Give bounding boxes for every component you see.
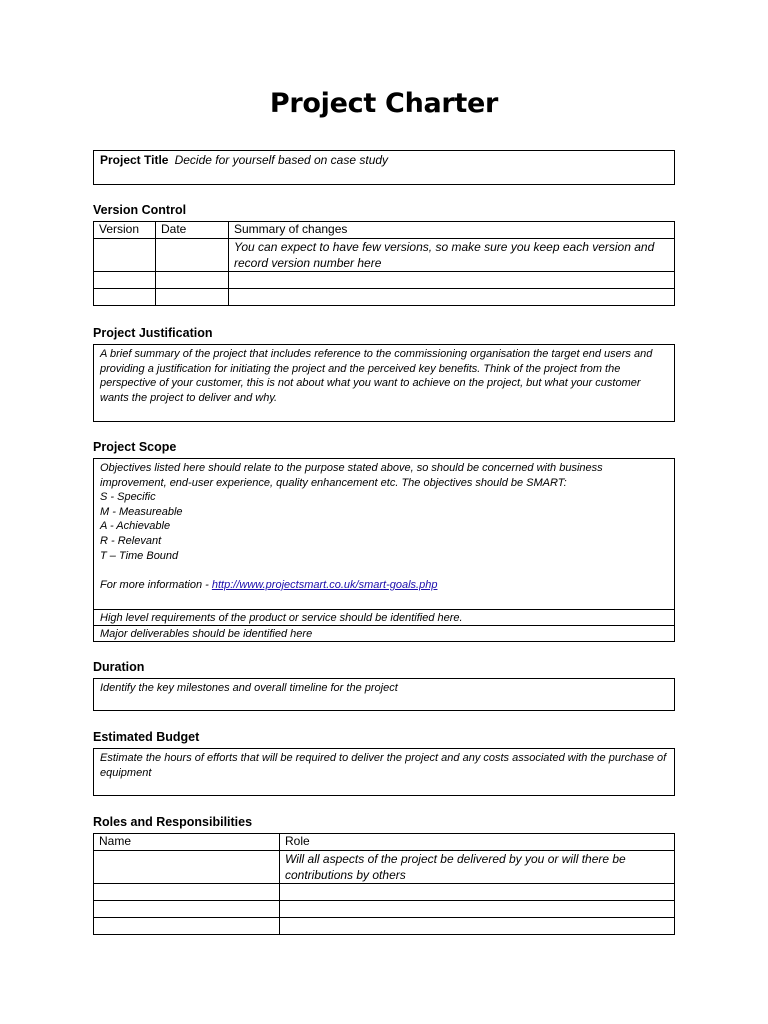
- scope-requirements: High level requirements of the product or service should be identified here.: [100, 612, 463, 624]
- table-cell: [94, 851, 280, 884]
- roles-note: Will all aspects of the project be delivered by you or will there be contributions by others: [280, 851, 675, 884]
- scope-requirements-box: [93, 609, 675, 626]
- table-cell: [229, 272, 675, 289]
- column-header-version: Version: [94, 222, 156, 239]
- budget-heading: Estimated Budget: [93, 730, 200, 744]
- project-title-box: [93, 150, 675, 185]
- table-row: [94, 901, 675, 918]
- duration-heading: Duration: [93, 660, 145, 674]
- table-row: [94, 851, 675, 884]
- justification-text: A brief summary of the project that includes reference to the commissioning organisation the target end users and providing a justification for initiating the project and the perceived key benefits. Think of the project from the perspective of your customer, this is not about what you want to achieve on the project, but what your customer wants the project to deliver and why.: [100, 348, 653, 404]
- more-info-label: For more information -: [100, 578, 212, 591]
- table-cell: [156, 272, 229, 289]
- version-note: You can expect to have few versions, so make sure you keep each version and record version number here: [229, 239, 675, 272]
- table-cell: [94, 918, 280, 935]
- scope-heading: Project Scope: [93, 440, 177, 454]
- smart-item-t: T – Time Bound: [100, 549, 179, 562]
- smart-item-m: M - Measureable: [100, 505, 183, 518]
- table-row: [94, 884, 675, 901]
- smart-goals-link[interactable]: http://www.projectsmart.co.uk/smart-goals.php: [211, 578, 438, 591]
- budget-box: [93, 748, 675, 796]
- table-cell: [94, 289, 156, 306]
- scope-objectives-box: [93, 458, 675, 610]
- budget-text: Estimate the hours of efforts that will be required to deliver the project and any costs associated with the purchase of equipment: [100, 752, 667, 779]
- version-control-heading: Version Control: [93, 203, 187, 217]
- column-header-name: Name: [94, 834, 280, 851]
- table-row: [94, 289, 675, 306]
- table-header-row: [94, 834, 675, 851]
- roles-heading: Roles and Responsibilities: [93, 815, 253, 829]
- smart-item-r: R - Relevant: [100, 534, 162, 547]
- table-cell: [94, 272, 156, 289]
- column-header-summary: Summary of changes: [229, 222, 675, 239]
- justification-heading: Project Justification: [93, 326, 213, 340]
- table-row: [94, 918, 675, 935]
- table-cell: [94, 239, 156, 272]
- table-cell: [156, 289, 229, 306]
- scope-intro: Objectives listed here should relate to the purpose stated above, so should be concerned with business improvement, end-user experience, quality enhancement etc. The objectives should be SMART:: [100, 462, 603, 489]
- project-title-label: Project Title: [100, 153, 169, 167]
- table-cell: [94, 901, 280, 918]
- table-cell: [94, 884, 280, 901]
- table-header-row: [94, 222, 675, 239]
- table-row: [94, 239, 675, 272]
- more-info-line: [100, 578, 668, 593]
- table-cell: [280, 918, 675, 935]
- roles-table: [93, 833, 675, 935]
- scope-deliverables-box: [93, 625, 675, 642]
- table-cell: [156, 239, 229, 272]
- duration-box: [93, 678, 675, 711]
- page-title: Project Charter: [269, 88, 499, 119]
- smart-item-a: A - Achievable: [100, 520, 171, 533]
- duration-text: Identify the key milestones and overall timeline for the project: [100, 682, 398, 694]
- project-title-value: Decide for yourself based on case study: [174, 153, 389, 167]
- table-cell: [280, 901, 675, 918]
- column-header-date: Date: [156, 222, 229, 239]
- table-cell: [280, 884, 675, 901]
- version-control-table: [93, 221, 675, 306]
- justification-box: [93, 344, 675, 422]
- column-header-role: Role: [280, 834, 675, 851]
- smart-item-s: S - Specific: [100, 491, 156, 504]
- spacer: [100, 563, 668, 578]
- scope-deliverables: Major deliverables should be identified here: [100, 628, 313, 640]
- table-cell: [229, 289, 675, 306]
- table-row: [94, 272, 675, 289]
